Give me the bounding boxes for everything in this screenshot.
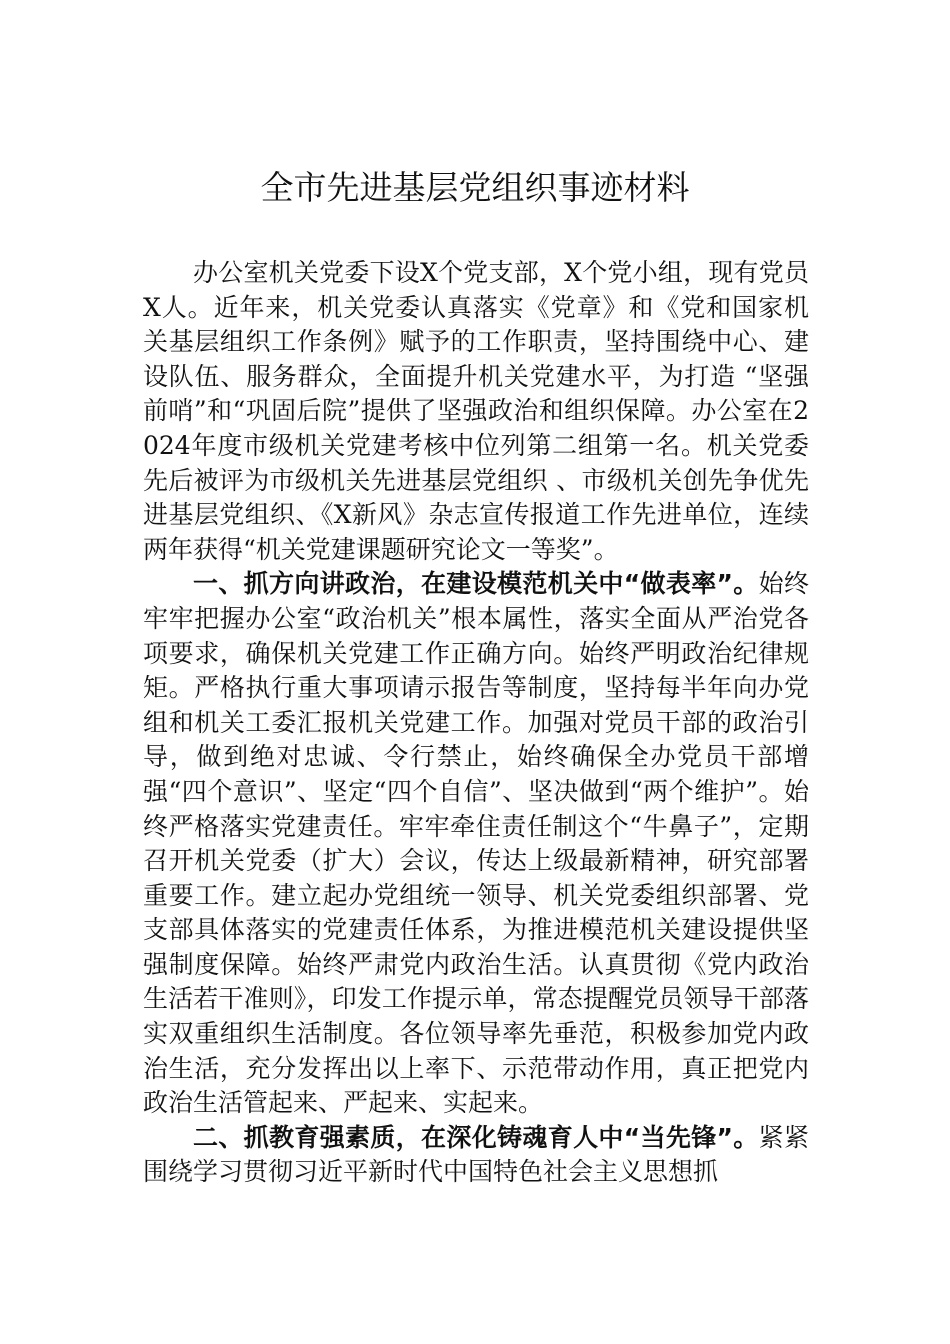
paragraph-text: 办公室机关党委下设X个党支部，X个党小组，现有党员X人。近年来，机关党委认真落实《党章》和《党和国家机关基层组织工作条例》赋予的工作职责，坚持围绕中心、建设队伍、服务群众，全面提升机关党建水平，为打造 “坚强前哨”和“巩固后院”提供了坚强政治和组织保障。办公室在2024年度市级机关党建考核中位列第二组第一名。机关党委先后被评为市级机关先进基层党组织 、市级机关创先争优先进基层党组织、《X新风》杂志宣传报道工作先进单位，连续两年获得“机关党建课题研究论文一等奖”。 bbox=[143, 258, 809, 564]
section-heading: 一、抓方向讲政治，在建设模范机关中“做表率”。 bbox=[193, 569, 759, 599]
paragraph-section-1 bbox=[143, 567, 809, 1121]
paragraph-text: 始终牢牢把握办公室“政治机关”根本属性，落实全面从严治党各项要求，确保机关党建工作正确方向。始终严明政治纪律规矩。严格执行重大事项请示报告等制度，坚持每半年向办党组和机关工委汇报机关党建工作。加强对党员干部的政治引导，做到绝对忠诚、令行禁止，始终确保全办党员干部增强“四个意识”、坚定“四个自信”、坚决做到“两个维护”。始终严格落实党建责任。牢牢牵住责任制这个“牛鼻子”，定期召开机关党委（扩大）会议，传达上级最新精神，研究部署重要工作。建立起办党组统一领导、机关党委组织部署、党支部具体落实的党建责任体系，为推进模范机关建设提供坚强制度保障。始终严肃党内政治生活。认真贯彻《党内政治生活若干准则》，印发工作提示单，常态提醒党员领导干部落实双重组织生活制度。各位领导率先垂范，积极参加党内政治生活，充分发挥出以上率下、示范带动作用，真正把党内政治生活管起来、严起来、实起来。 bbox=[143, 569, 809, 1118]
paragraph-intro bbox=[143, 256, 809, 567]
section-heading: 二、抓教育强素质，在深化铸魂育人中“当先锋”。 bbox=[193, 1122, 759, 1152]
paragraph-section-2 bbox=[143, 1121, 809, 1190]
document-title: 全市先进基层党组织事迹材料 bbox=[260, 168, 690, 207]
document-body bbox=[143, 256, 809, 1190]
paragraph-text: 紧紧围绕学习贯彻习近平新时代中国特色社会主义思想抓 bbox=[143, 1122, 809, 1187]
